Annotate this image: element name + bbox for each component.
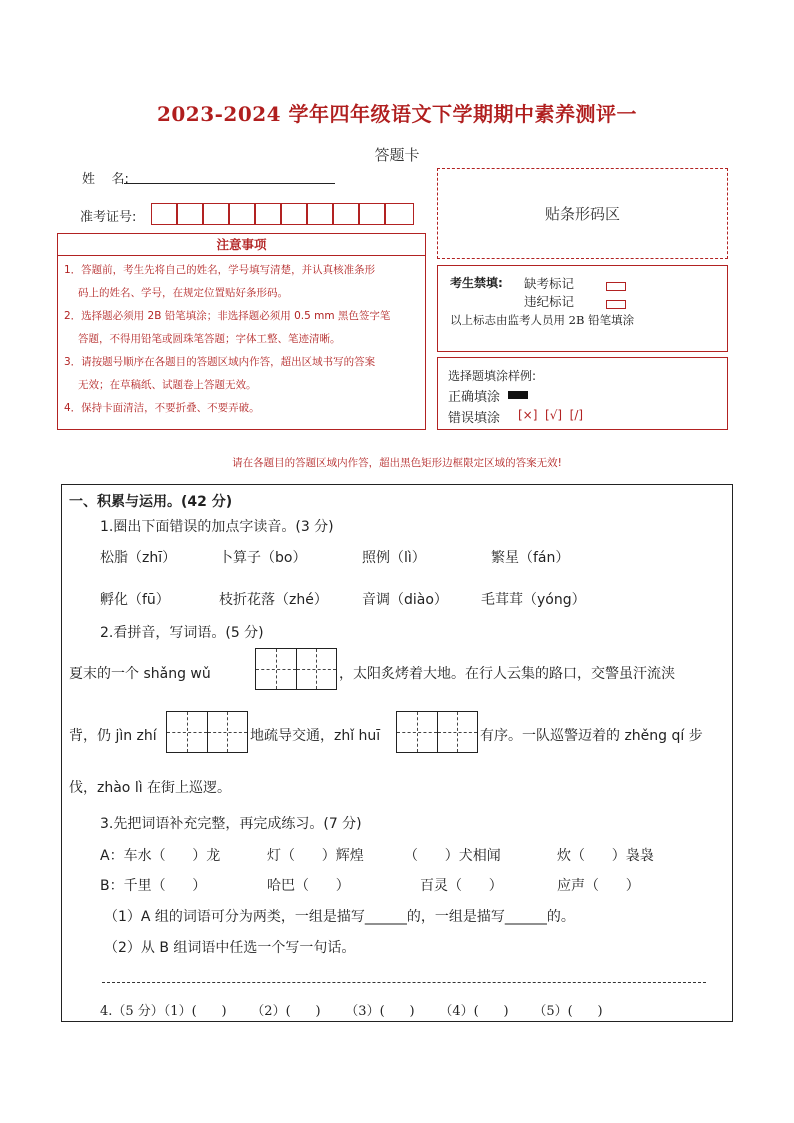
q2-text: 伐，zhào lì 在街上巡逻。 [69,780,232,796]
forbid-note: 以上标志由监考人员用 2B 铅笔填涂 [450,313,635,327]
q1-option[interactable]: 音调（diào） [362,592,448,608]
q3-word[interactable]: 炊（ ）袅袅 [557,848,654,864]
id-box[interactable] [203,203,229,225]
id-box[interactable] [151,203,177,225]
q1-option[interactable]: 孵化（fū） [100,592,170,608]
correct-fill-label: 正确填涂 [448,390,501,405]
name-label: 姓 名: [82,172,129,187]
q1-option[interactable]: 毛茸茸（yóng） [481,592,586,608]
pinyin-write-grid[interactable] [255,648,337,690]
notice-item: 无效；在草稿纸、试题卷上答题无效。 [78,379,257,391]
name-field[interactable] [124,183,335,184]
id-box[interactable] [333,203,359,225]
q2-text: 地疏导交通，zhǐ huī [250,728,381,744]
q3-title: 3.先把词语补充完整，再完成练习。(7 分) [100,816,362,832]
q2-text: 背，仍 jìn zhí [69,728,157,744]
section-one-answer-area [61,484,733,1022]
q3-word[interactable]: B：千里（ ） [100,878,207,894]
q1-option[interactable]: 繁星（fán） [491,550,570,566]
sentence-answer-line[interactable] [102,982,706,983]
id-box[interactable] [385,203,414,225]
notice-item: 3．请按题号顺序在各题目的答题区域内作答，超出区域书写的答案 [64,356,376,368]
wrong-fill-marks: [×] [√] [/] [518,408,584,422]
notice-item: 码上的姓名、学号，在规定位置贴好条形码。 [78,287,288,299]
sample-heading: 选择题填涂样例: [448,369,537,383]
q3-sub-question: （1）A 组的词语可分为两类，一组是描写______的，一组是描写______的。 [104,909,575,925]
id-label: 准考证号: [80,210,137,225]
q1-option[interactable]: 枝折花落（zhé） [219,592,328,608]
barcode-area [437,168,728,259]
notice-item: 2．选择题必须用 2B 铅笔填涂；非选择题必须用 0.5 mm 黑色签字笔 [64,310,391,322]
q1-option[interactable]: 照例（lì） [362,550,426,566]
q2-text: 夏末的一个 shǎng wǔ [69,666,211,682]
pinyin-write-grid[interactable] [396,711,478,753]
barcode-label: 贴条形码区 [544,205,620,223]
section-heading: 一、积累与运用。(42 分) [69,494,233,510]
notice-heading: 注意事项 [58,234,425,256]
id-box[interactable] [229,203,255,225]
q3-sub-question: （2）从 B 组词语中任选一个写一句话。 [104,940,356,956]
absent-mark-label: 缺考标记 [524,276,575,291]
correct-fill-sample [508,391,528,399]
answer-sheet-subtitle: 答题卡 [374,146,420,164]
notice-item: 1．答题前，考生先将自己的姓名，学号填写清楚，并认真核准条形 [64,264,376,276]
page-title: 2023-2024 学年四年级语文下学期期中素养测评一 [156,102,638,126]
wrong-fill-label: 错误填涂 [448,411,501,426]
notice-item: 答题，不得用铅笔或圆珠笔答题；字体工整、笔迹清晰。 [78,333,341,345]
q4-answers[interactable]: 4.（5 分）（1）( ) （2）( ) （3）( ) （4）( ) （5）( ) [100,1004,603,1019]
id-box[interactable] [281,203,307,225]
q3-word[interactable]: （ ）犬相闻 [404,848,501,864]
q2-text: 有序。一队巡警迈着的 zhěng qí 步 [480,728,703,744]
fill-sample-box [437,357,728,430]
q1-option[interactable]: 松脂（zhī） [100,550,177,566]
q2-text: ，太阳炙烤着大地。在行人云集的路口，交警虽汗流浃 [339,666,675,682]
notice-item: 4．保持卡面清洁，不要折叠、不要弄破。 [64,402,260,414]
id-box[interactable] [359,203,385,225]
notice-box [57,233,426,430]
q3-word[interactable]: 应声（ ） [557,878,640,894]
violation-mark-box[interactable] [606,294,626,313]
answer-area-warning: 请在各题目的答题区域内作答，超出黑色矩形边框限定区域的答案无效! [232,457,562,469]
q3-word[interactable]: 百灵（ ） [420,878,503,894]
id-box[interactable] [255,203,281,225]
violation-mark-label: 违纪标记 [524,294,575,309]
absent-mark-box[interactable] [606,276,626,295]
examinee-forbidden-box [437,265,728,352]
q1-option[interactable]: 卜算子（bo） [219,550,307,566]
pinyin-write-grid[interactable] [166,711,248,753]
q2-title: 2.看拼音，写词语。(5 分) [100,625,264,641]
forbid-label: 考生禁填: [450,276,503,290]
q3-word[interactable]: 哈巴（ ） [267,878,350,894]
q3-word[interactable]: 灯（ ）辉煌 [267,848,364,864]
q3-word[interactable]: A：车水（ ）龙 [100,848,221,864]
q1-title: 1.圈出下面错误的加点字读音。(3 分) [100,519,334,535]
id-box[interactable] [307,203,333,225]
id-box[interactable] [177,203,203,225]
